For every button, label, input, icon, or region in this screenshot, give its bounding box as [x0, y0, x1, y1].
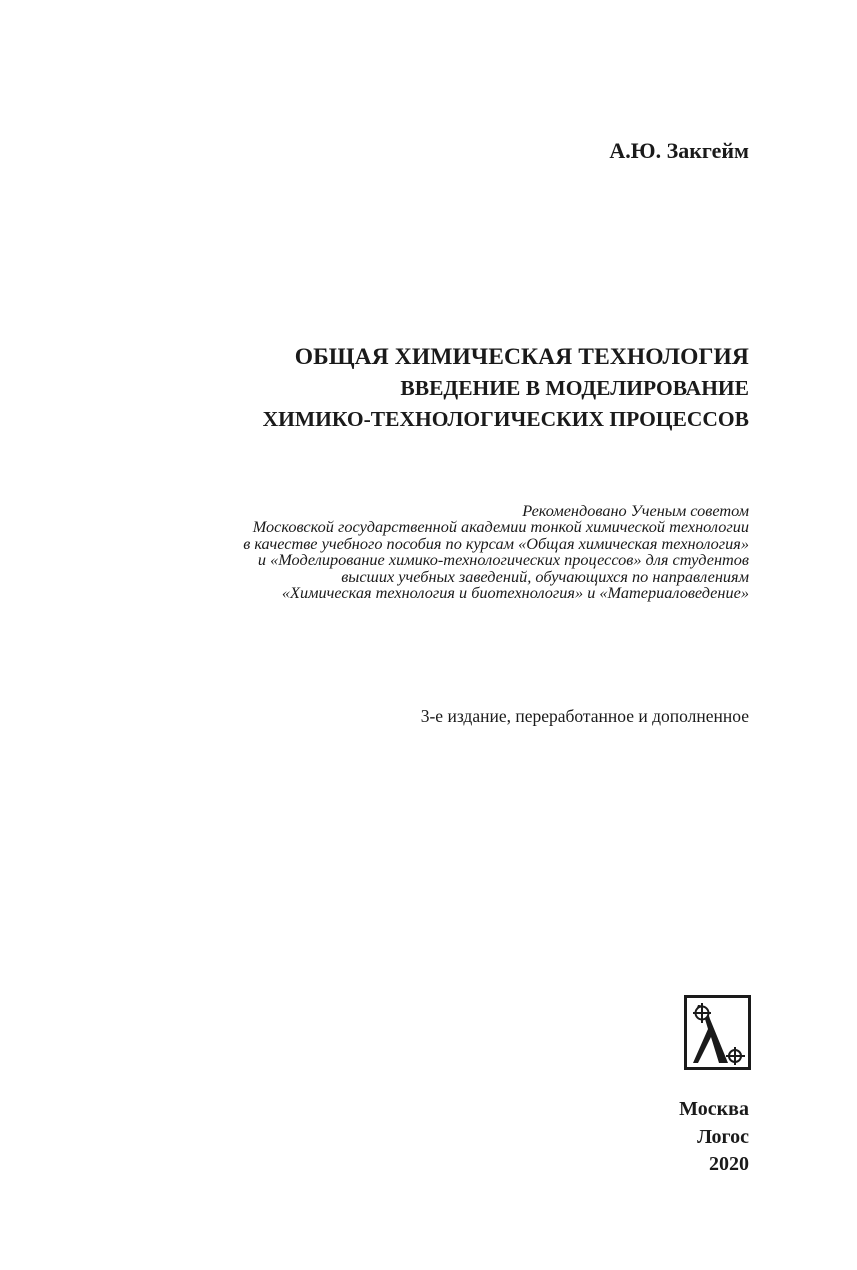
recommendation-text [243, 503, 749, 601]
recommendation-line: высших учебных заведений, обучающихся по направлениям [341, 566, 749, 586]
book-title-block [263, 342, 749, 435]
recommendation-line: в качестве учебного пособия по курсам «Общая химическая технология» [243, 533, 749, 553]
imprint-publisher: Логос [697, 1125, 749, 1148]
publisher-lambda-logo-icon [684, 995, 751, 1070]
recommendation-line: Московской государственной академии тонкой химической технологии [252, 517, 749, 537]
imprint-year: 2020 [709, 1153, 749, 1175]
author-name: А.Ю. Закгейм [609, 138, 749, 163]
book-title: ОБЩАЯ ХИМИЧЕСКАЯ ТЕХНОЛОГИЯ [294, 344, 749, 370]
recommendation-line: и «Моделирование химико-технологических процессов» для студентов [257, 550, 749, 570]
edition-note: 3-е издание, переработанное и дополненное [420, 706, 749, 726]
imprint-block [679, 1096, 749, 1179]
recommendation-line: Рекомендовано Ученым советом [522, 501, 749, 520]
book-subtitle-line-2: ХИМИКО-ТЕХНОЛОГИЧЕСКИХ ПРОЦЕССОВ [262, 407, 749, 431]
book-subtitle-line-1: ВВЕДЕНИЕ В МОДЕЛИРОВАНИЕ [400, 376, 749, 400]
recommendation-line: «Химическая технология и биотехнология» и «Материаловедение» [281, 583, 749, 603]
imprint-city: Москва [679, 1098, 749, 1120]
